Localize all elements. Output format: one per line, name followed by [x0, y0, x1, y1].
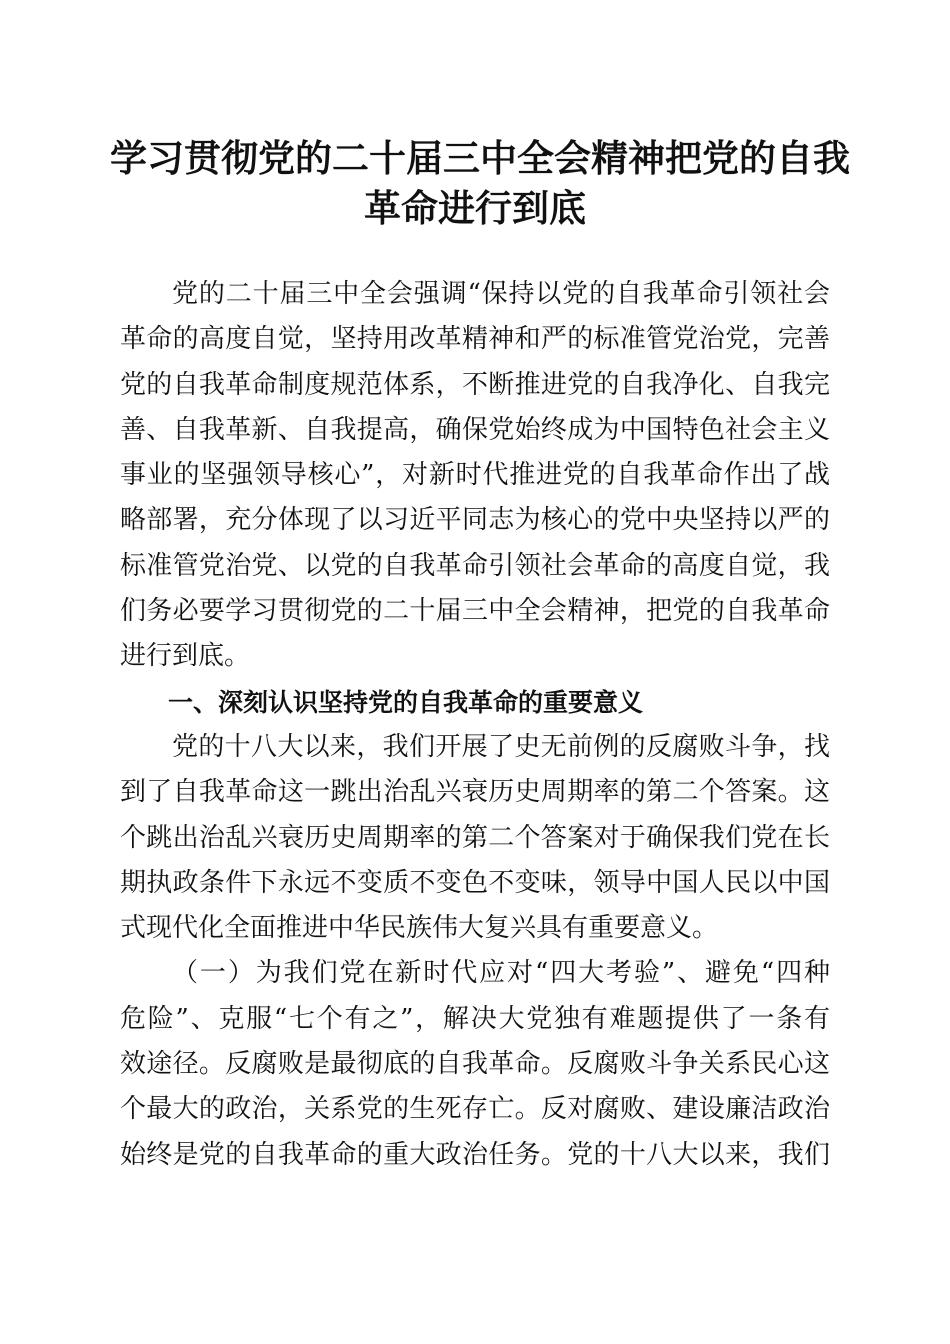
document-title-line-1: 学习贯彻党的二十届三中全会精神把党的自我: [110, 136, 850, 180]
intro-paragraph-line: 革命的高度自觉，坚持用改革精神和严的标准管党治党，完善: [120, 324, 830, 355]
section-paragraph-line: 到了自我革命这一跳出治乱兴衰历史周期率的第二个答案。这: [120, 777, 830, 808]
section-paragraph-line: 党的十八大以来，我们开展了史无前例的反腐败斗争，找: [172, 731, 830, 762]
intro-paragraph-line: 标准管党治党、以党的自我革命引领社会革命的高度自觉，我: [120, 550, 830, 581]
subsection-paragraph-line: 效途径。反腐败是最彻底的自我革命。反腐败斗争关系民心这: [120, 1049, 830, 1080]
intro-paragraph-line: 党的自我革命制度规范体系，不断推进党的自我净化、自我完: [120, 369, 830, 400]
section-paragraph-line: 期执政条件下永远不变质不变色不变味，领导中国人民以中国: [120, 867, 830, 898]
subsection-paragraph-line: （一）为我们党在新时代应对“四大考验”、避免“四种: [172, 958, 830, 989]
intro-paragraph-line: 事业的坚强领导核心”，对新时代推进党的自我革命作出了战: [120, 460, 830, 491]
intro-paragraph-line: 略部署，充分体现了以习近平同志为核心的党中央坚持以严的: [120, 505, 830, 536]
intro-paragraph-line: 善、自我革新、自我提高，确保党始终成为中国特色社会主义: [120, 414, 830, 445]
section-paragraph-line: 个跳出治乱兴衰历史周期率的第二个答案对于确保我们党在长: [120, 822, 830, 853]
subsection-paragraph-line: 危险”、克服“七个有之”，解决大党独有难题提供了一条有: [120, 1003, 830, 1034]
section-heading: 一、深刻认识坚持党的自我革命的重要意义: [168, 687, 644, 717]
subsection-paragraph-line: 个最大的政治，关系党的生死存亡。反对腐败、建设廉洁政治: [120, 1094, 830, 1125]
intro-paragraph-line: 进行到底。: [120, 641, 251, 672]
intro-paragraph-line: 党的二十届三中全会强调“保持以党的自我革命引领社会: [172, 279, 830, 309]
subsection-paragraph-line: 始终是党的自我革命的重大政治任务。党的十八大以来，我们: [120, 1139, 830, 1170]
section-paragraph-line: 式现代化全面推进中华民族伟大复兴具有重要意义。: [120, 913, 719, 944]
intro-paragraph-line: 们务必要学习贯彻党的二十届三中全会精神，把党的自我革命: [120, 596, 830, 627]
document-title-line-2: 革命进行到底: [364, 186, 586, 230]
document-body: [120, 272, 830, 1178]
